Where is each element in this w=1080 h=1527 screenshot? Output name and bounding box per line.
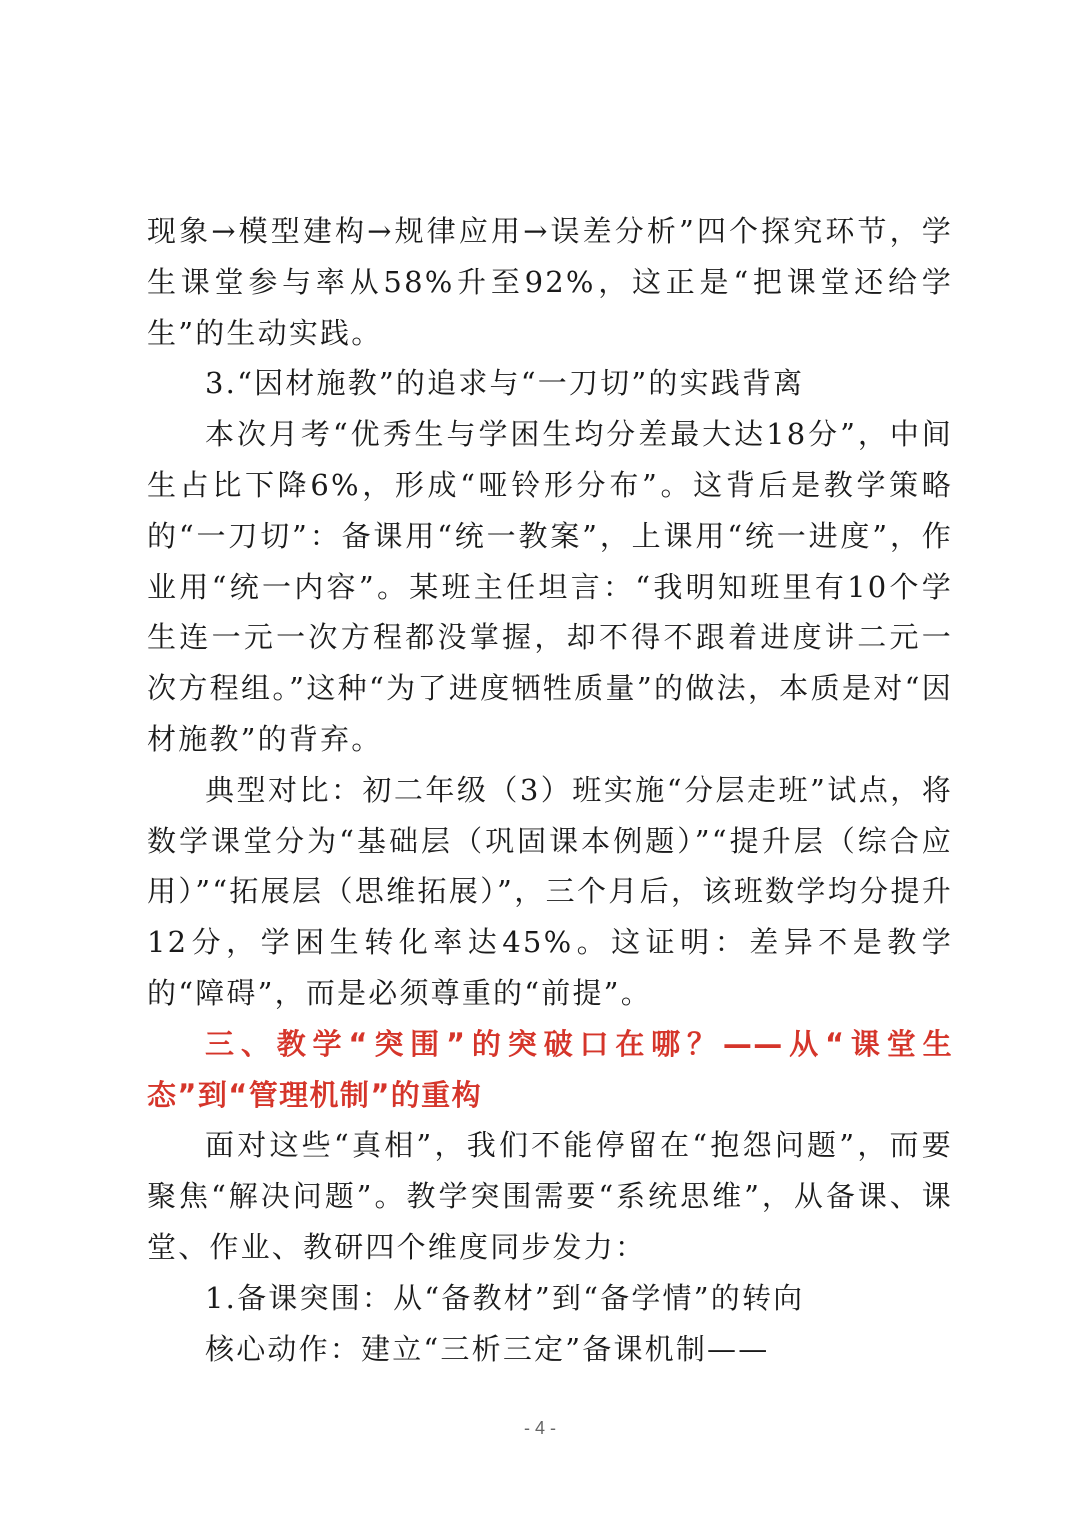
paragraph-1: 现象→模型建构→规律应用→误差分析”四个探究环节，学生课堂参与率从58%升至92%，这正是“把课堂还给学生”的生动实践。 [147,214,953,350]
paragraph-4: 典型对比：初二年级（3）班实施“分层走班”试点，将数学课堂分为“基础层（巩固课本例题）”“提升层（综合应用）”“拓展层（思维拓展）”，三个月后，该班数学均分提升12分，学困生转化率达45%。这证明：差异不是教学的“障碍”，而是必须尊重的“前提”。 [147,772,953,1010]
page-number: - 4 - [523,1418,556,1438]
paragraph-5: 面对这些“真相”，我们不能停留在“抱怨问题”，而要聚焦“解决问题”。教学突围需要“系统思维”，从备课、课堂、作业、教研四个维度同步发力： [147,1128,953,1264]
section-heading: 三、教学“突围”的突破口在哪？——从“课堂生态”到“管理机制”的重构 [147,1026,953,1112]
paragraph-2: 3.“因材施教”的追求与“一刀切”的实践背离 [205,366,805,401]
paragraph-7: 核心动作：建立“三析三定”备课机制—— [205,1331,770,1366]
document-body [147,206,953,1374]
paragraph-6: 1.备课突围：从“备教材”到“备学情”的转向 [205,1280,805,1315]
paragraph-3: 本次月考“优秀生与学困生均分差最大达18分”，中间生占比下降6%，形成“哑铃形分布”。这背后是教学策略的“一刀切”：备课用“统一教案”，上课用“统一进度”，作业用“统一内容”。某班主任坦言：“我明知班里有10个学生连一元一次方程都没掌握，却不得不跟着进度讲二元一次方程组。”这种“为了进度牺牲质量”的做法，本质是对“因材施教”的背弃。 [147,417,953,756]
